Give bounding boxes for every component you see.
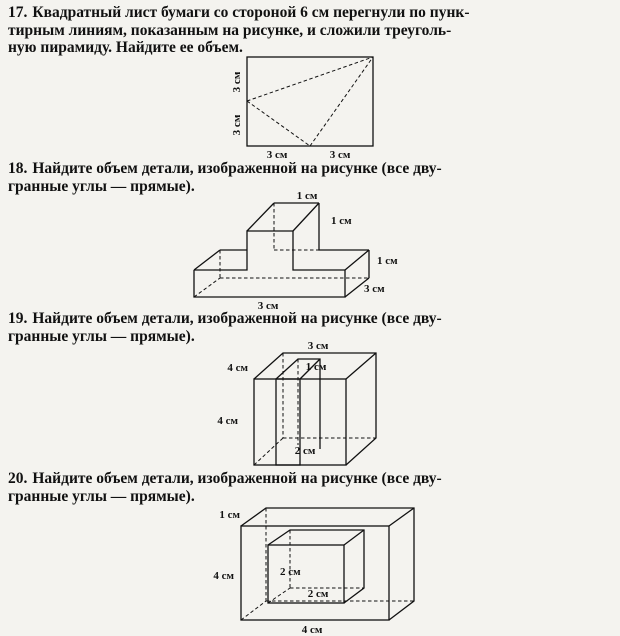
- problem-text-line: Найдите объем детали, изображенной на рисунке (все дву-: [32, 310, 442, 327]
- figure-17-square: [231, 57, 373, 161]
- figure-20-cube: [213, 508, 414, 636]
- dim-label: 3 см: [231, 114, 243, 136]
- edge: [194, 250, 220, 270]
- edge: [345, 250, 369, 270]
- dim-label: 3 см: [307, 340, 329, 352]
- dim-label: 4 см: [213, 570, 234, 582]
- figure-18-block: [194, 190, 398, 312]
- problem-text-line: ную пирамиду. Найдите ее объем.: [8, 39, 243, 56]
- edge: [346, 353, 376, 379]
- front-face: [241, 526, 389, 620]
- problem-text-line: Квадратный лист бумаги со стороной 6 см перегнули по пунк-: [32, 4, 470, 21]
- front-face: [194, 270, 345, 297]
- fold-line: [310, 57, 373, 146]
- edge: [247, 203, 274, 231]
- problem-text-line: Найдите объем детали, изображенной на рисунке (все дву-: [32, 470, 442, 487]
- figure-19-block: [217, 340, 376, 465]
- dim-label: 1 см: [305, 361, 327, 373]
- dim-label: 4 см: [217, 415, 238, 427]
- problem-number: 17.: [8, 4, 28, 21]
- problem-number: 20.: [8, 470, 28, 487]
- dim-label: 2 см: [294, 445, 316, 457]
- problem-text-line: Найдите объем детали, изображенной на рисунке (все дву-: [32, 160, 442, 177]
- dim-label: 4 см: [227, 362, 248, 374]
- problem-number: 18.: [8, 160, 28, 177]
- square-sheet: [247, 57, 373, 146]
- fold-line: [247, 57, 373, 101]
- problem-number: 19.: [8, 310, 28, 327]
- edge: [389, 508, 414, 526]
- hidden-edge: [241, 601, 266, 620]
- dim-label: 3 см: [231, 71, 243, 93]
- dim-label: 1 см: [296, 190, 318, 202]
- dim-label: 3 см: [266, 149, 288, 161]
- dim-label: 3 см: [364, 283, 385, 295]
- hole-edge: [344, 530, 364, 545]
- problem-text-line: гранные углы — прямые).: [8, 327, 195, 345]
- fold-line: [247, 101, 310, 146]
- dim-label: 4 см: [301, 624, 323, 636]
- hidden-edge: [254, 438, 283, 465]
- hidden-edge: [194, 278, 220, 297]
- dim-label: 3 см: [257, 300, 279, 312]
- problem-text-line: тирным линиям, показанным на рисунке, и сложили треуголь-: [8, 21, 452, 39]
- dim-label: 2 см: [307, 588, 329, 600]
- problem-text-line: гранные углы — прямые).: [8, 177, 195, 195]
- dim-label: 1 см: [331, 215, 352, 227]
- dim-label: 1 см: [377, 255, 398, 267]
- problem-text-line: гранные углы — прямые).: [8, 487, 195, 505]
- dim-label: 2 см: [280, 566, 301, 578]
- dim-label: 1 см: [219, 509, 240, 521]
- edge: [293, 203, 319, 231]
- dim-label: 3 см: [329, 149, 351, 161]
